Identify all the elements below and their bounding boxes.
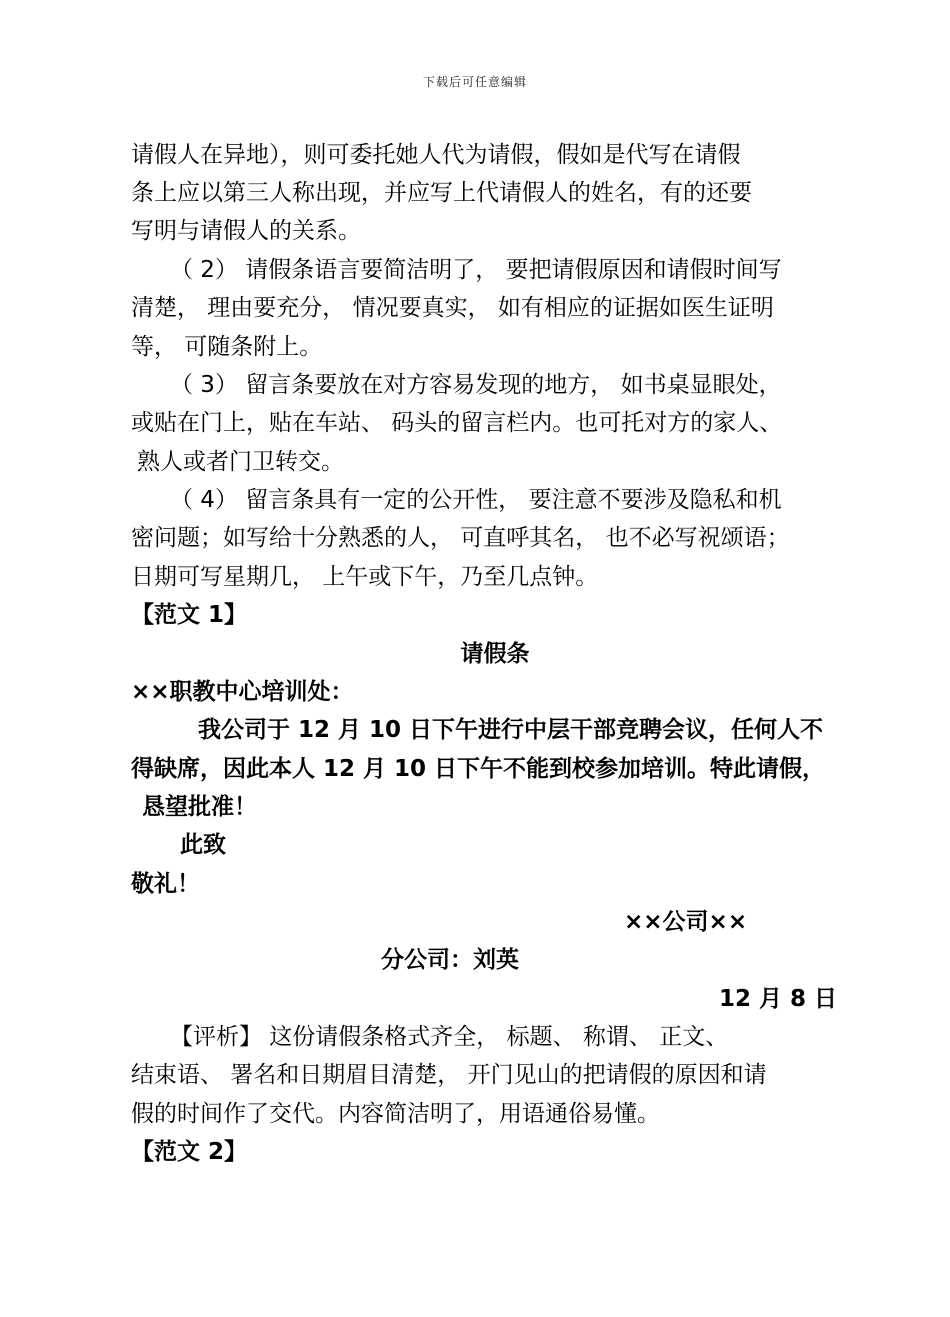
letter-closing-1: 此致 — [180, 832, 226, 858]
paragraph-4-line-1: （ 4） 留言条具有一定的公开性， 要注意不要涉及隐私和机 — [170, 487, 782, 513]
page-header: 下载后可任意编辑 — [422, 75, 527, 89]
paragraph-4-line-2: 密问题；如写给十分熟悉的人， 可直呼其名， 也不必写祝颂语； — [131, 525, 790, 551]
letter-body-line-2: 得缺席，因此本人 12 月 10 日下午不能到校参加培训。特此请假， — [131, 756, 826, 782]
paragraph-3-line-1: （ 3） 留言条要放在对方容易发现的地方， 如书桌显眼处， — [170, 372, 782, 398]
paragraph-3-line-3: 熟人或者门卫转交。 — [137, 449, 344, 475]
letter-body-line-1: 我公司于 12 月 10 日下午进行中层干部竞聘会议，任何人不 — [198, 717, 824, 743]
letter-body-line-3: 恳望批准！ — [142, 794, 257, 820]
analysis-line-3: 假的时间作了交代。内容简洁明了，用语通俗易懂。 — [131, 1101, 660, 1127]
paragraph-1-line-3: 写明与请假人的关系。 — [131, 218, 361, 244]
paragraph-2-line-3: 等， 可随条附上。 — [131, 334, 323, 360]
letter-closing-2: 敬礼！ — [131, 871, 200, 897]
letter-signature-line-2: 分公司：刘英 — [381, 947, 519, 973]
paragraph-2-line-2: 清楚， 理由要充分， 情况要真实， 如有相应的证据如医生证明 — [131, 295, 774, 321]
letter-signature-line-1: ××公司×× — [624, 909, 748, 935]
letter-date: 12 月 8 日 — [719, 986, 838, 1012]
example-2-heading: 【范文 2】 — [131, 1139, 248, 1165]
analysis-line-2: 结束语、 署名和日期眉目清楚， 开门见山的把请假的原因和请 — [131, 1062, 767, 1088]
analysis-line-1: 【评析】 这份请假条格式齐全， 标题、 称谓、 正文、 — [170, 1024, 729, 1050]
letter-salutation: ××职教中心培训处： — [131, 679, 354, 705]
paragraph-3-line-2: 或贴在门上，贴在车站、 码头的留言栏内。也可托对方的家人、 — [131, 410, 783, 436]
paragraph-2-line-1: （ 2） 请假条语言要简洁明了， 要把请假原因和请假时间写 — [170, 257, 782, 283]
letter-title: 请假条 — [460, 641, 530, 667]
example-1-heading: 【范文 1】 — [131, 602, 248, 628]
paragraph-1-line-2: 条上应以第三人称出现，并应写上代请假人的姓名，有的还要 — [131, 180, 752, 206]
paragraph-4-line-3: 日期可写星期几， 上午或下午，乃至几点钟。 — [131, 564, 599, 590]
paragraph-1-line-1: 请假人在异地），则可委托她人代为请假，假如是代写在请假 — [131, 142, 741, 168]
